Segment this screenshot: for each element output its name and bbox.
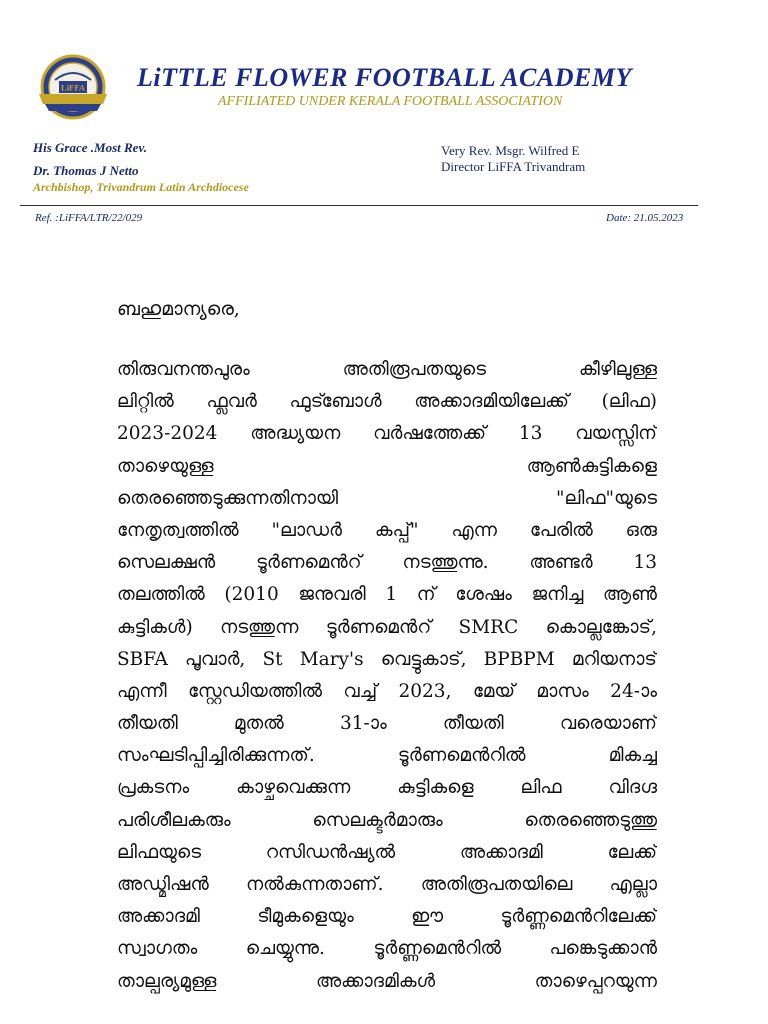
body-line: SBFA പൂവാർ, St Mary's വെട്ടുകാട്, BPBPM മറിയനാട് [117, 648, 657, 670]
director-name: Very Rev. Msgr. Wilfred E [441, 143, 580, 158]
body-line: പരിശീലകരും സെലക്ടർമാരും തെരഞ്ഞെടുത്തു [117, 809, 657, 831]
body-line: നേതൃത്വത്തിൽ "ലാഡർ കപ്പ്" എന്ന പേരിൽ ഒരു [117, 519, 657, 541]
affiliation-text: AFFILIATED UNDER KERALA FOOTBALL ASSOCIATION [218, 94, 563, 109]
salutation: ബഹുമാന്യരെ, [117, 298, 240, 320]
body-line: തീയതി മുതൽ 31-ാം തീയതി വരെയാണ് [117, 713, 657, 735]
patron-line1: His Grace .Most Rev. [33, 140, 147, 155]
body-line: ലിറ്റിൽ ഫ്ലവർ ഫുട്ബോൾ അക്കാദമിയിലേക്ക് (ലിഫ) [117, 391, 657, 413]
body-line: എന്നീ സ്റ്റേഡിയത്തിൽ വച്ച് 2023, മേയ് മാസം 24-ാം [117, 680, 657, 702]
body-line: താല്പര്യമുള്ള അക്കാദമികൾ താഴെപ്പറയുന്ന [117, 970, 657, 992]
header-divider [20, 205, 698, 206]
patron-name: Dr. Thomas J Netto [33, 163, 139, 178]
svg-text:LiFFA: LiFFA [61, 82, 85, 93]
patron-block [33, 140, 249, 195]
body-line: അഡ്മിഷൻ നൽകുന്നതാണ്. അതിരൂപതയിലെ എല്ലാ [117, 874, 657, 895]
body-line: അക്കാദമി ടീമുകളെയും ഈ ടൂർണ്ണമെൻറിലേക്ക് [117, 906, 657, 928]
body-line: പ്രകടനം കാഴ്ചവെക്കുന്ന കുട്ടികളെ ലിഫ വിദഗ്ദ [117, 777, 657, 799]
letter-body [117, 354, 657, 998]
body-line: ലിഫയുടെ റസിഡൻഷ്യൽ അക്കാദമി ലേക്ക് [117, 841, 657, 863]
academy-name: LiTTLE FLOWER FOOTBALL ACADEMY [137, 63, 632, 92]
body-line: സംഘടിപ്പിച്ചിരിക്കുന്നത്. ടൂർണമെൻറിൽ മികച്ച [117, 745, 657, 767]
body-line: തെരഞ്ഞെടുക്കുന്നതിനായി "ലിഫ"യുടെ [117, 487, 657, 509]
director-title: Director LiFFA Trivandram [441, 159, 586, 174]
body-line: തലത്തിൽ (2010 ജനുവരി 1 ന് ശേഷം ജനിച്ച ആൺ [117, 584, 657, 606]
body-line: 2023-2024 അദ്ധ്യയന വർഷത്തേക്ക് 13 വയസ്സിന് [117, 423, 657, 445]
director-block [441, 143, 585, 175]
body-line: സെലക്ഷൻ ടൂർണമെൻറ് നടത്തുന്നു. അണ്ടർ 13 [117, 552, 657, 574]
academy-logo-icon [33, 54, 113, 122]
patron-title: Archbishop, Trivandrum Latin Archdiocese [33, 180, 249, 194]
body-line: സ്വാഗതം ചെയ്യുന്നു. ടൂർണ്ണമെൻറിൽ പങ്കെടുക്കാൻ [117, 938, 657, 960]
letter-date: Date: 21.05.2023 [606, 212, 684, 224]
body-line: കുട്ടികൾ) നടത്തുന്ന ടൂർണമെൻറ് SMRC കൊല്ലങ്കോട്, [117, 616, 657, 638]
body-line: താഴെയുള്ള ആൺകുട്ടികളെ [117, 455, 657, 477]
body-line: തിരുവനന്തപുരം അതിരൂപതയുടെ കീഴിലുള്ള [117, 359, 657, 380]
reference-number: Ref. :LiFFA/LTR/22/029 [35, 212, 143, 224]
